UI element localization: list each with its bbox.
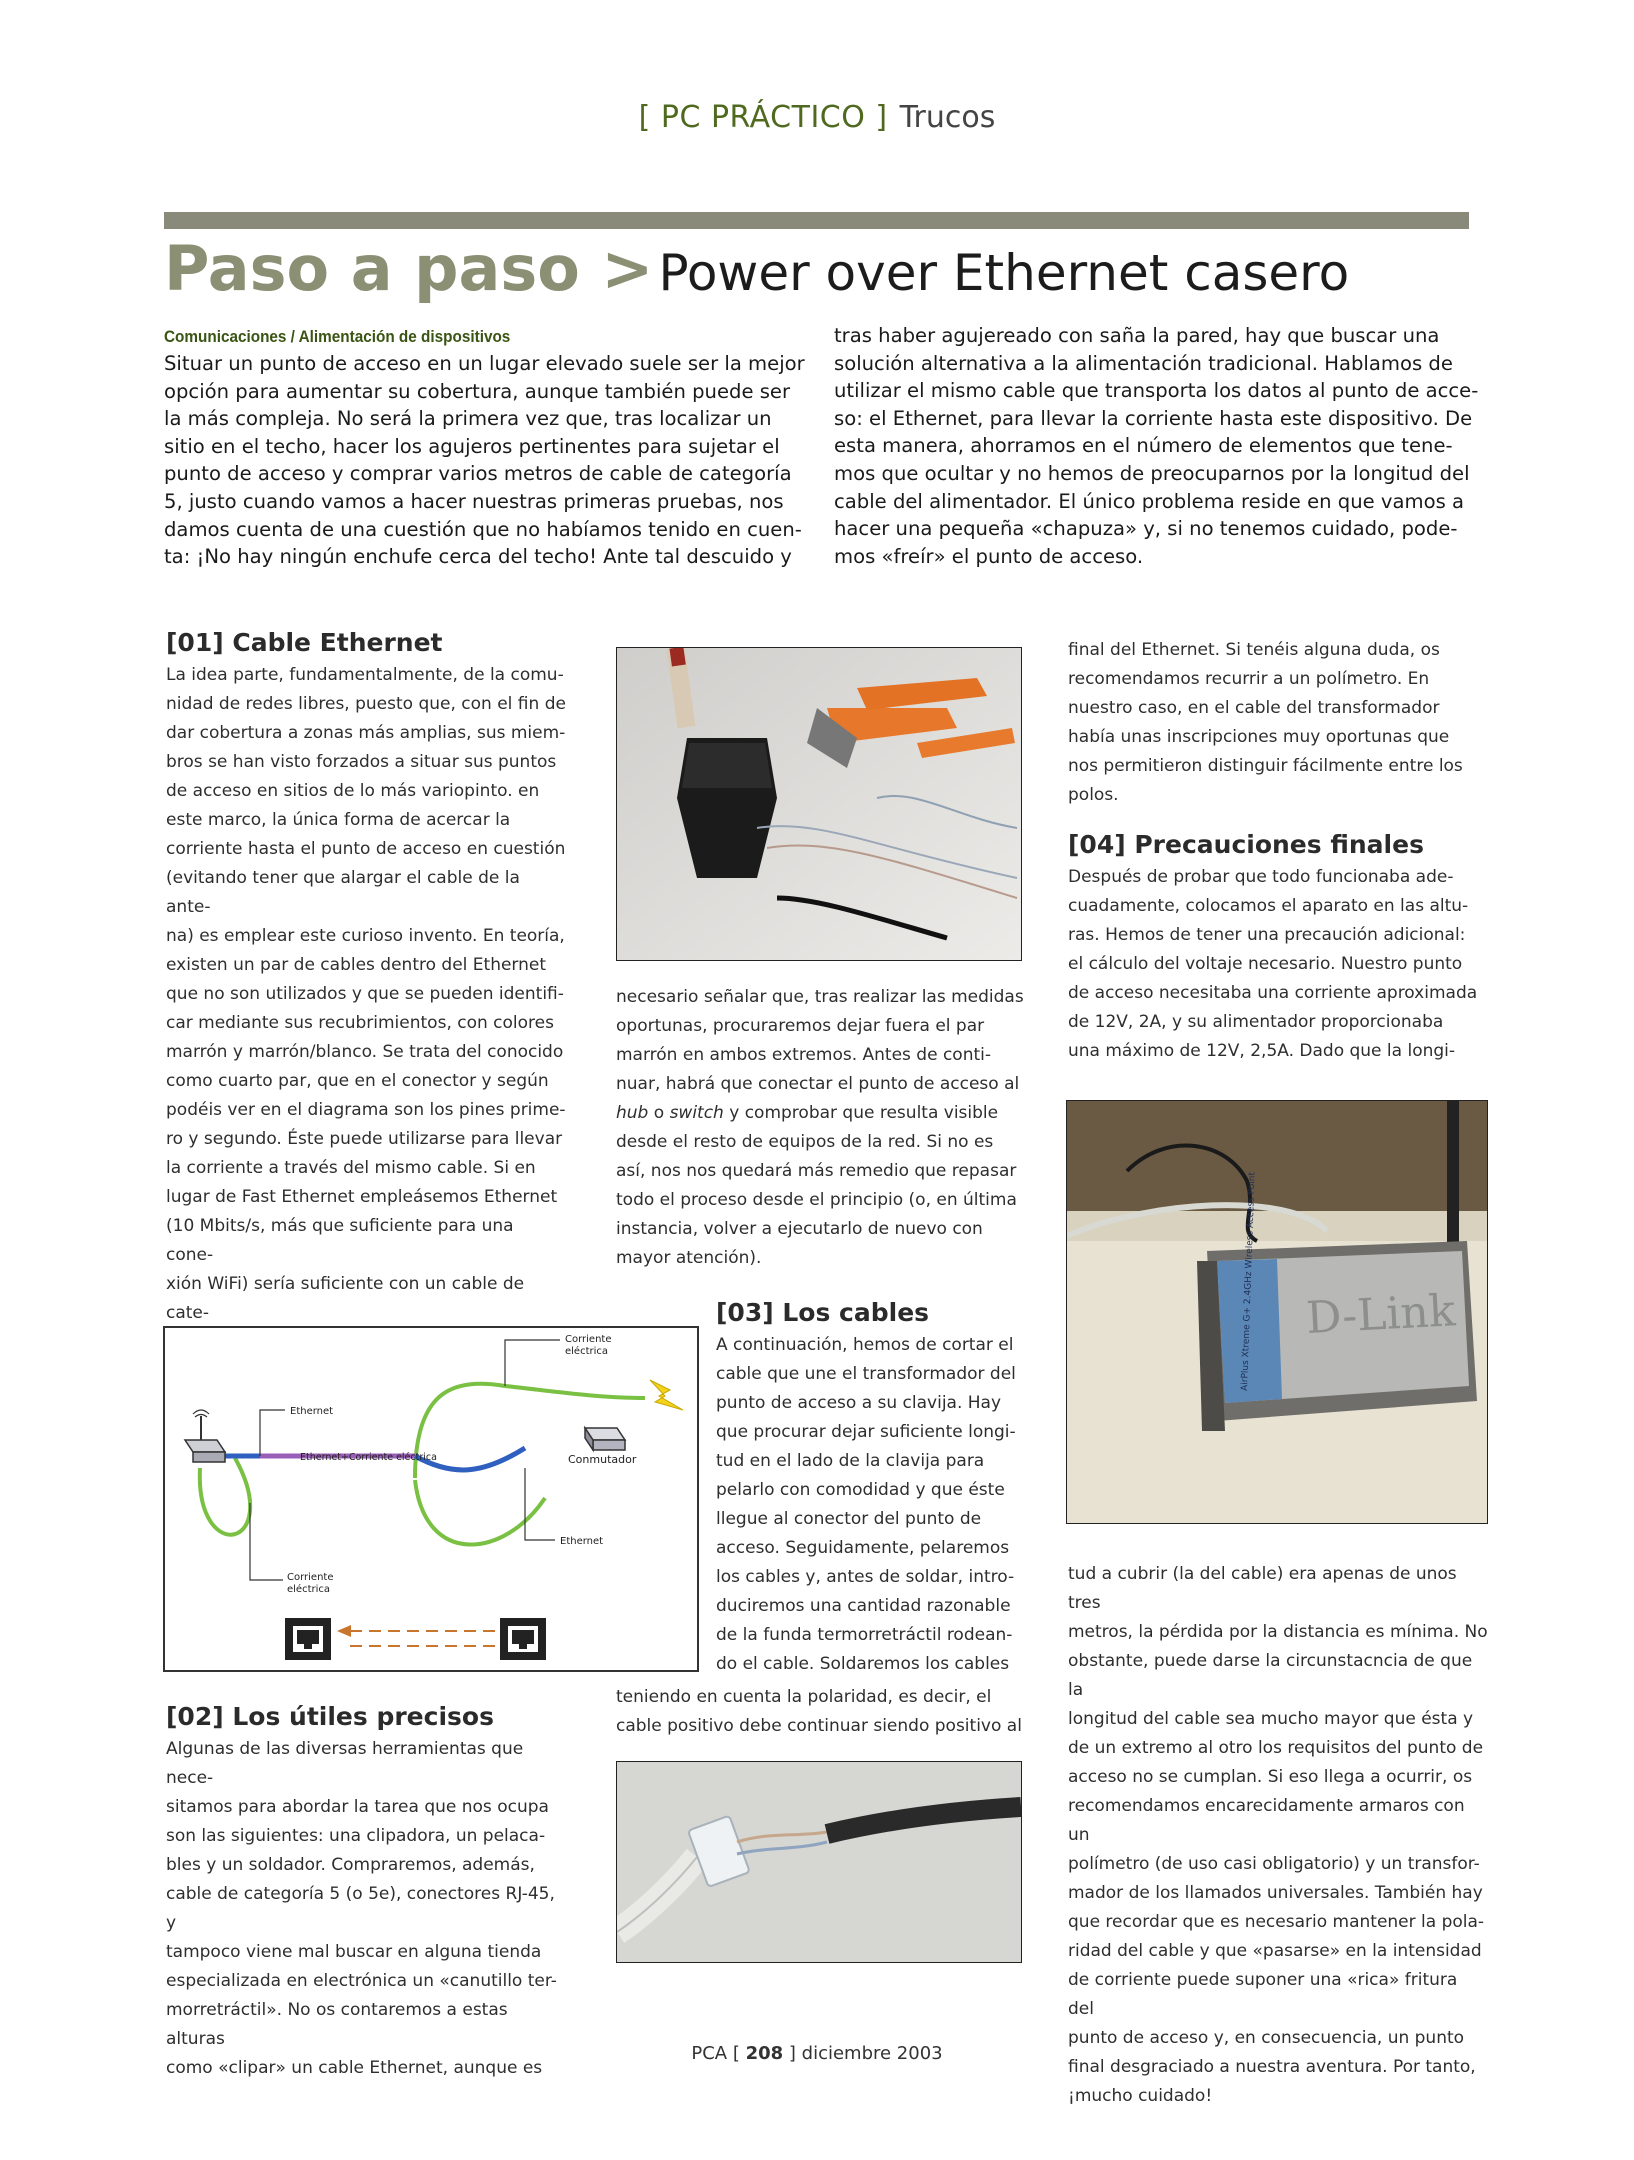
body-line: lugar de Fast Ethernet empleásemos Ethernet xyxy=(166,1187,558,1207)
label-corriente-bottom-1: Corriente xyxy=(287,1572,334,1583)
intro-line: so: el Ethernet, para llevar la corriente hasta este dispositivo. De xyxy=(834,406,1473,430)
body-line: tud en el lado de la clavija para xyxy=(716,1451,985,1471)
footer-bracket-open: [ xyxy=(727,2043,746,2064)
router-side-text: AirPlus Xtreme G+ 2.4GHz Wireless Access Point xyxy=(1240,1171,1258,1392)
intro-line: punto de acceso y comprar varios metros de cable de categoría xyxy=(164,462,792,486)
intro-line: sitio en el techo, hacer los agujeros pertinentes para sujetar el xyxy=(164,434,780,458)
callout-line xyxy=(260,1410,285,1456)
kicker: Comunicaciones / Alimentación de dispositivos xyxy=(164,327,511,346)
intro-col-2 xyxy=(834,322,1484,570)
body-line: una máximo de 12V, 2,5A. Dado que la longi- xyxy=(1068,1041,1456,1061)
intro-line: la más compleja. No será la primera vez que, tras localizar un xyxy=(164,407,772,431)
intro-line: Situar un punto de acceso en un lugar elevado suele ser la mejor xyxy=(164,352,805,375)
intro-line: mos que ocultar y no hemos de preocuparnos por la longitud del xyxy=(834,461,1470,485)
body-line: nuestro caso, en el cable del transformador xyxy=(1068,698,1440,718)
body-line: ridad del cable y que «pasarse» en la intensidad xyxy=(1068,1941,1482,1961)
body-line: este marco, la única forma de acercar la xyxy=(166,810,511,830)
intro-line: damos cuenta de una cuestión que no habíamos tenido en cuen- xyxy=(164,517,802,541)
body-line: de corriente puede suponer una «rica» fritura del xyxy=(1068,1970,1458,2019)
body-line: acceso no se cumplan. Si eso llega a ocurrir, os xyxy=(1068,1767,1473,1787)
body-line: A continuación, hemos de cortar el xyxy=(716,1335,1014,1355)
body-line: bros se han visto forzados a situar sus puntos xyxy=(166,752,557,772)
body-line: La idea parte, fundamentalmente, de la comu- xyxy=(166,665,564,685)
body-line: ro y segundo. Éste puede utilizarse para llevar xyxy=(166,1129,563,1149)
callout-line xyxy=(505,1340,560,1386)
body-line: la corriente a través del mismo cable. Si en xyxy=(166,1158,536,1178)
body-line: mayor atención). xyxy=(616,1248,762,1268)
body-line: bles y un soldador. Compraremos, además, xyxy=(166,1855,535,1875)
body-line: cable que une el transformador del xyxy=(716,1364,1016,1384)
photo-tools xyxy=(616,647,1022,961)
body-line: existen un par de cables dentro del Ethernet xyxy=(166,955,547,975)
body-line: final desgraciado a nuestra aventura. Por tanto, xyxy=(1068,2057,1476,2077)
connector-o: o xyxy=(648,1103,670,1123)
footer-prefix: PCA xyxy=(691,2043,728,2064)
body-line: necesario señalar que, tras realizar las medidas xyxy=(616,987,1024,1007)
col3-bottom-text xyxy=(1068,1560,1488,2111)
body-line: tud a cubrir (la del cable) era apenas de unos tres xyxy=(1068,1564,1457,1613)
body-line: mador de los llamados universales. También hay xyxy=(1068,1883,1483,1903)
after-switch: y comprobar que resulta visible xyxy=(723,1103,999,1123)
intro-line: utilizar el mismo cable que transporta los datos al punto de acce- xyxy=(834,379,1479,403)
body-line: recomendamos recurrir a un polímetro. En xyxy=(1068,669,1430,689)
power-loop-left xyxy=(200,1458,250,1535)
tools-photo-icon xyxy=(617,648,1021,960)
title-prefix: Paso a paso > xyxy=(164,232,654,305)
label-conmutador: Conmutador xyxy=(568,1453,637,1466)
label-ethernet-bottom: Ethernet xyxy=(560,1536,604,1547)
photo-router xyxy=(1066,1100,1488,1524)
section-heading: [04] Precauciones finales xyxy=(1068,830,1424,859)
body-line: de acceso necesitaba una corriente aproximada xyxy=(1068,983,1478,1003)
intro-line: hacer una pequeña «chapuza» y, si no tenemos cuidado, pode- xyxy=(834,517,1458,541)
poe-diagram xyxy=(163,1326,699,1672)
body-line: polímetro (de uso casi obligatorio) y un transfor- xyxy=(1068,1854,1480,1874)
label-corriente-bottom-2: eléctrica xyxy=(287,1584,331,1595)
body-line: que recordar que es necesario mantener la pola- xyxy=(1068,1912,1485,1932)
footer-date: diciembre 2003 xyxy=(801,2043,943,2064)
body-line: había unas inscripciones muy oportunas que xyxy=(1068,727,1450,747)
body-line: xión WiFi) sería suficiente con un cable de cate- xyxy=(166,1274,525,1323)
intro-line: tras haber agujereado con saña la pared, hay que buscar una xyxy=(834,324,1440,347)
body-line: Algunas de las diversas herramientas que nece- xyxy=(166,1739,524,1788)
body-line: como cuarto par, que en el conector y según xyxy=(166,1071,549,1091)
body-line: longitud del cable sea mucho mayor que ésta y xyxy=(1068,1709,1474,1729)
title-text: Power over Ethernet casero xyxy=(658,244,1350,302)
body-line: cable de categoría 5 (o 5e), conectores RJ-45, y xyxy=(166,1884,555,1933)
body-line: polos. xyxy=(1068,785,1119,805)
body-line: nidad de redes libres, puesto que, con el fin de xyxy=(166,694,566,714)
body-line: (10 Mbits/s, más que suficiente para una cone- xyxy=(166,1216,514,1265)
body-line: duciremos una cantidad razonable xyxy=(716,1596,1011,1616)
body-line: ras. Hemos de tener una precaución adicional: xyxy=(1068,925,1466,945)
intro-col-1 xyxy=(164,350,814,571)
switch-icon xyxy=(585,1428,625,1450)
body-line: ¡mucho cuidado! xyxy=(1068,2086,1213,2106)
body-line: punto de acceso y, en consecuencia, un punto xyxy=(1068,2028,1465,2048)
body-line: los cables y, antes de soldar, intro- xyxy=(716,1567,1015,1587)
arrow-head-icon xyxy=(337,1625,351,1637)
intro-line: opción para aumentar su cobertura, aunque también puede ser xyxy=(164,379,791,403)
router-photo-icon xyxy=(1067,1101,1487,1523)
intro-line: 5, justo cuando vamos a hacer nuestras primeras pruebas, nos xyxy=(164,489,784,513)
body-line: llegue al conector del punto de xyxy=(716,1509,982,1529)
section-03-wide xyxy=(616,1683,1036,1741)
body-line: pelarlo con comodidad y que éste xyxy=(716,1480,1005,1500)
body-line: acceso. Seguidamente, pelaremos xyxy=(716,1538,1010,1558)
section-02 xyxy=(166,1702,566,2083)
page-title xyxy=(164,232,1484,305)
body-line: final del Ethernet. Si tenéis alguna duda, os xyxy=(1068,640,1440,660)
header-rule xyxy=(164,212,1469,229)
lightning-icon xyxy=(650,1380,683,1410)
body-line: (evitando tener que alargar el cable de la ante- xyxy=(166,868,520,917)
body-line: marrón en ambos extremos. Antes de conti- xyxy=(616,1045,992,1065)
running-header xyxy=(0,100,1634,135)
label-mixed: Ethernet+Corriente eléctrica xyxy=(300,1452,437,1463)
cable-photo-icon xyxy=(617,1762,1021,1962)
body-line: punto de acceso a su clavija. Hay xyxy=(716,1393,1002,1413)
body-line: do el cable. Soldaremos los cables xyxy=(716,1654,1010,1674)
access-point-icon xyxy=(185,1410,225,1462)
body-line: tampoco viene mal buscar en alguna tienda xyxy=(166,1942,542,1962)
body-line: car mediante sus recubrimientos, con colores xyxy=(166,1013,554,1033)
body-line: así, nos nos quedará más remedio que repasar xyxy=(616,1161,1017,1181)
body-line: teniendo en cuenta la polaridad, es decir, el xyxy=(616,1687,992,1707)
body-line: que no son utilizados y que se pueden identifi- xyxy=(166,984,564,1004)
body-line: el cálculo del voltaje necesario. Nuestro punto xyxy=(1068,954,1463,974)
body-line: recomendamos encarecidamente armaros con un xyxy=(1068,1796,1465,1845)
diagram-svg xyxy=(165,1328,697,1670)
body-line: instancia, volver a ejecutarlo de nuevo con xyxy=(616,1219,983,1239)
section-03 xyxy=(716,1298,1036,1679)
section-04 xyxy=(1068,830,1488,1066)
body-line: nuar, habrá que conectar el punto de acceso al xyxy=(616,1074,1020,1094)
body-line: de acceso en sitios de lo más variopinto. en xyxy=(166,781,540,801)
body-line: como «clipar» un cable Ethernet, aunque es xyxy=(166,2058,543,2078)
section-label: [ PC PRÁCTICO ] xyxy=(638,100,888,135)
callout-line xyxy=(250,1503,283,1580)
intro-line: cable del alimentador. El único problema reside en que vamos a xyxy=(834,489,1465,513)
section-heading: [01] Cable Ethernet xyxy=(166,628,443,657)
subsection-label: Trucos xyxy=(899,100,996,135)
label-ethernet-left: Ethernet xyxy=(290,1406,334,1417)
page-footer xyxy=(0,2043,1634,2064)
body-line xyxy=(616,1099,1036,1128)
col2-text xyxy=(616,983,1036,1273)
body-line: corriente hasta el punto de acceso en cuestión xyxy=(166,839,566,859)
intro-line: esta manera, ahorramos en el número de elementos que tene- xyxy=(834,434,1453,458)
intro-line: ta: ¡No hay ningún enchufe cerca del techo! Ante tal descuido y xyxy=(164,545,792,569)
body-line: obstante, puede darse la circunstacncia de que la xyxy=(1068,1651,1473,1700)
body-line: desde el resto de equipos de la red. Si no es xyxy=(616,1132,994,1152)
switch-term: switch xyxy=(669,1103,724,1123)
section-heading: [03] Los cables xyxy=(716,1298,930,1327)
body-line: son las siguientes: una clipadora, un pelaca- xyxy=(166,1826,546,1846)
page-number: 208 xyxy=(745,2043,784,2064)
body-line: de 12V, 2A, y su alimentador proporcionaba xyxy=(1068,1012,1444,1032)
body-line: especializada en electrónica un «canutillo ter- xyxy=(166,1971,557,1991)
label-corriente-top-2: eléctrica xyxy=(565,1346,609,1357)
body-line: Después de probar que todo funcionaba ade- xyxy=(1068,867,1454,887)
body-line: oportunas, procuraremos dejar fuera el par xyxy=(616,1016,985,1036)
intro-line: solución alternativa a la alimentación tradicional. Hablamos de xyxy=(834,351,1453,375)
rj45-jack-right-icon xyxy=(500,1618,546,1660)
body-line: que procurar dejar suficiente longi- xyxy=(716,1422,1016,1442)
body-line: na) es emplear este curioso invento. En teoría, xyxy=(166,926,565,946)
intro-line: mos «freír» el punto de acceso. xyxy=(834,544,1144,568)
body-line: marrón y marrón/blanco. Se trata del conocido xyxy=(166,1042,564,1062)
section-heading: [02] Los útiles precisos xyxy=(166,1702,494,1731)
body-line: dar cobertura a zonas más amplias, sus miem- xyxy=(166,723,566,743)
body-line: todo el proceso desde el principio (o, en última xyxy=(616,1190,1017,1210)
body-line: sitamos para abordar la tarea que nos ocupa xyxy=(166,1797,549,1817)
body-line: cable positivo debe continuar siendo positivo al xyxy=(616,1716,1022,1736)
col3-top-text xyxy=(1068,636,1488,810)
footer-bracket-close: ] xyxy=(783,2043,802,2064)
body-line: cuadamente, colocamos el aparato en las altu- xyxy=(1068,896,1469,916)
body-line: morretráctil». No os contaremos a estas alturas xyxy=(166,2000,508,2049)
label-corriente-top-1: Corriente xyxy=(565,1334,612,1345)
body-line: metros, la pérdida por la distancia es mínima. No xyxy=(1068,1622,1488,1642)
photo-cable xyxy=(616,1761,1022,1963)
body-line: podéis ver en el diagrama son los pines prime- xyxy=(166,1100,566,1120)
body-line: de la funda termorretráctil rodean- xyxy=(716,1625,1013,1645)
body-line: nos permitieron distinguir fácilmente entre los xyxy=(1068,756,1463,776)
body-line: de un extremo al otro los requisitos del punto de xyxy=(1068,1738,1484,1758)
rj45-jack-left-icon xyxy=(285,1618,331,1660)
hub-term: hub xyxy=(616,1103,649,1123)
section-01 xyxy=(166,628,566,1386)
router-brand: D-Link xyxy=(1304,1285,1457,1344)
